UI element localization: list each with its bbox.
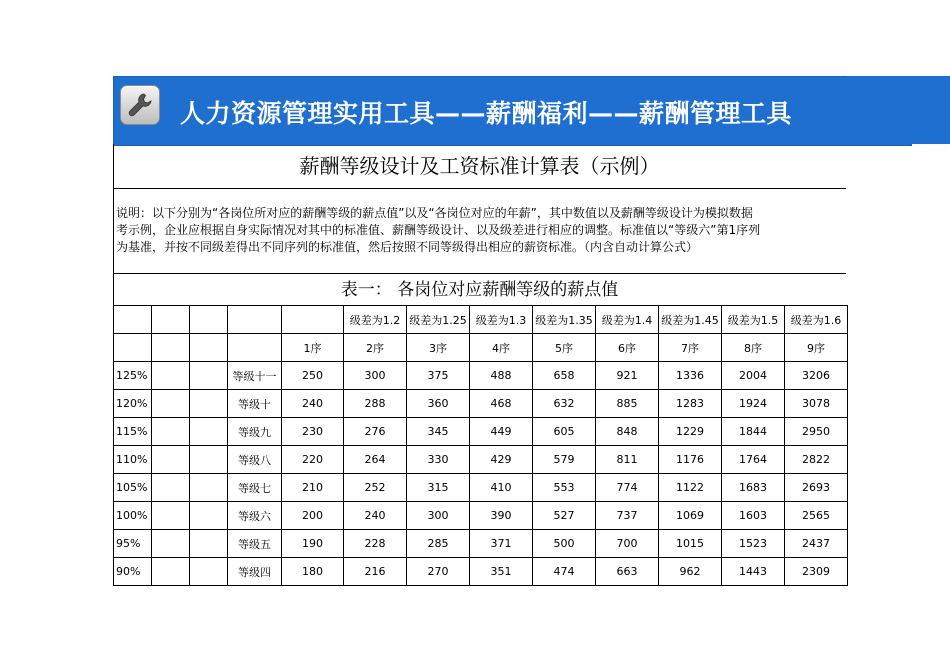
gap-header-cell[interactable]: 级差为1.4	[596, 306, 659, 334]
value-cell[interactable]: 2950	[785, 418, 848, 446]
sequence-header-cell[interactable]: 6序	[596, 334, 659, 362]
value-cell[interactable]: 658	[533, 362, 596, 390]
sequence-header-cell[interactable]: 1序	[282, 334, 344, 362]
gap-header-cell[interactable]: 级差为1.6	[785, 306, 848, 334]
blank-cell[interactable]	[190, 474, 228, 502]
blank-cell[interactable]	[152, 530, 190, 558]
blank-cell[interactable]	[190, 558, 228, 586]
gap-header-cell[interactable]: 级差为1.45	[659, 306, 722, 334]
percent-cell[interactable]: 105%	[114, 474, 152, 502]
level-cell[interactable]: 等级十	[228, 390, 282, 418]
value-cell[interactable]: 3206	[785, 362, 848, 390]
blank-cell[interactable]	[228, 306, 282, 334]
value-cell[interactable]: 553	[533, 474, 596, 502]
value-cell[interactable]: 250	[282, 362, 344, 390]
level-cell[interactable]: 等级六	[228, 502, 282, 530]
value-cell[interactable]: 527	[533, 502, 596, 530]
blank-cell[interactable]	[152, 334, 190, 362]
table-row	[114, 502, 848, 530]
header-banner	[113, 76, 912, 146]
value-cell[interactable]: 2565	[785, 502, 848, 530]
value-cell[interactable]: 351	[470, 558, 533, 586]
value-cell[interactable]: 774	[596, 474, 659, 502]
sequence-header-row	[114, 334, 848, 362]
blank-cell[interactable]	[190, 530, 228, 558]
value-cell[interactable]: 1844	[722, 418, 785, 446]
blank-cell[interactable]	[190, 502, 228, 530]
level-cell[interactable]: 等级七	[228, 474, 282, 502]
value-cell[interactable]: 285	[407, 530, 470, 558]
spreadsheet-page	[113, 76, 950, 586]
sequence-header-cell[interactable]: 2序	[344, 334, 407, 362]
table-row	[114, 446, 848, 474]
sequence-header-cell[interactable]: 7序	[659, 334, 722, 362]
value-cell[interactable]: 375	[407, 362, 470, 390]
value-cell[interactable]: 2822	[785, 446, 848, 474]
sequence-header-cell[interactable]: 8序	[722, 334, 785, 362]
value-cell[interactable]: 605	[533, 418, 596, 446]
value-cell[interactable]: 1443	[722, 558, 785, 586]
level-cell[interactable]: 等级五	[228, 530, 282, 558]
percent-cell[interactable]: 100%	[114, 502, 152, 530]
level-cell[interactable]: 等级八	[228, 446, 282, 474]
value-cell[interactable]: 288	[344, 390, 407, 418]
value-cell[interactable]: 500	[533, 530, 596, 558]
value-cell[interactable]: 1283	[659, 390, 722, 418]
blank-cell[interactable]	[152, 418, 190, 446]
value-cell[interactable]: 1015	[659, 530, 722, 558]
value-cell[interactable]: 390	[470, 502, 533, 530]
value-cell[interactable]: 449	[470, 418, 533, 446]
value-cell[interactable]: 200	[282, 502, 344, 530]
value-cell[interactable]: 2437	[785, 530, 848, 558]
value-cell[interactable]: 1229	[659, 418, 722, 446]
sequence-header-cell[interactable]: 4序	[470, 334, 533, 362]
value-cell[interactable]: 488	[470, 362, 533, 390]
value-cell[interactable]: 2004	[722, 362, 785, 390]
value-cell[interactable]: 264	[344, 446, 407, 474]
value-cell[interactable]: 240	[282, 390, 344, 418]
description-line: 考示例，企业应根据自身实际情况对其中的标准值、薪酬等级设计、以及级差进行相应的调整。标准值以“等级六”第1序列	[116, 223, 761, 237]
blank-cell[interactable]	[190, 334, 228, 362]
blank-cell[interactable]	[190, 390, 228, 418]
salary-points-table	[113, 305, 848, 586]
value-cell[interactable]: 885	[596, 390, 659, 418]
value-cell[interactable]: 1122	[659, 474, 722, 502]
level-cell[interactable]: 等级九	[228, 418, 282, 446]
value-cell[interactable]: 371	[470, 530, 533, 558]
value-cell[interactable]: 220	[282, 446, 344, 474]
value-cell[interactable]: 3078	[785, 390, 848, 418]
percent-cell[interactable]: 95%	[114, 530, 152, 558]
table-title: 表一： 各岗位对应薪酬等级的薪点值	[340, 280, 619, 300]
value-cell[interactable]: 360	[407, 390, 470, 418]
value-cell[interactable]: 230	[282, 418, 344, 446]
value-cell[interactable]: 2309	[785, 558, 848, 586]
blank-cell[interactable]	[190, 362, 228, 390]
table-row	[114, 530, 848, 558]
gap-header-cell[interactable]: 级差为1.3	[470, 306, 533, 334]
gap-header-cell[interactable]	[282, 306, 344, 334]
value-cell[interactable]: 270	[407, 558, 470, 586]
value-cell[interactable]: 1924	[722, 390, 785, 418]
value-cell[interactable]: 410	[470, 474, 533, 502]
value-cell[interactable]: 180	[282, 558, 344, 586]
blank-cell[interactable]	[152, 446, 190, 474]
gap-header-row	[114, 306, 848, 334]
percent-cell[interactable]: 90%	[114, 558, 152, 586]
gap-header-cell[interactable]: 级差为1.5	[722, 306, 785, 334]
value-cell[interactable]: 474	[533, 558, 596, 586]
value-cell[interactable]: 2693	[785, 474, 848, 502]
blank-cell[interactable]	[152, 474, 190, 502]
header-banner-extension	[846, 76, 950, 144]
gap-header-cell[interactable]: 级差为1.2	[344, 306, 407, 334]
value-cell[interactable]: 632	[533, 390, 596, 418]
level-cell[interactable]: 等级四	[228, 558, 282, 586]
value-cell[interactable]: 252	[344, 474, 407, 502]
value-cell[interactable]: 1176	[659, 446, 722, 474]
value-cell[interactable]: 1764	[722, 446, 785, 474]
blank-cell[interactable]	[228, 334, 282, 362]
wrench-icon	[120, 85, 160, 125]
gap-header-cell[interactable]: 级差为1.35	[533, 306, 596, 334]
table-row	[114, 362, 848, 390]
value-cell[interactable]: 345	[407, 418, 470, 446]
sequence-header-cell[interactable]: 9序	[785, 334, 848, 362]
blank-cell[interactable]	[152, 502, 190, 530]
table-row	[114, 418, 848, 446]
value-cell[interactable]: 811	[596, 446, 659, 474]
sequence-header-cell[interactable]: 3序	[407, 334, 470, 362]
value-cell[interactable]: 315	[407, 474, 470, 502]
table-row	[114, 558, 848, 586]
value-cell[interactable]: 579	[533, 446, 596, 474]
page-subtitle: 薪酬等级设计及工资标准计算表（示例）	[113, 144, 846, 189]
value-cell[interactable]: 1336	[659, 362, 722, 390]
description-block	[116, 205, 846, 256]
value-cell[interactable]: 1523	[722, 530, 785, 558]
blank-cell[interactable]	[190, 418, 228, 446]
level-cell[interactable]: 等级十一	[228, 362, 282, 390]
blank-cell[interactable]	[152, 306, 190, 334]
value-cell[interactable]: 848	[596, 418, 659, 446]
value-cell[interactable]: 737	[596, 502, 659, 530]
value-cell[interactable]: 1069	[659, 502, 722, 530]
value-cell[interactable]: 921	[596, 362, 659, 390]
percent-cell[interactable]: 110%	[114, 446, 152, 474]
blank-cell[interactable]	[190, 306, 228, 334]
value-cell[interactable]: 663	[596, 558, 659, 586]
value-cell[interactable]: 240	[344, 502, 407, 530]
percent-cell[interactable]: 115%	[114, 418, 152, 446]
value-cell[interactable]: 276	[344, 418, 407, 446]
blank-cell[interactable]	[152, 390, 190, 418]
value-cell[interactable]: 1603	[722, 502, 785, 530]
table-row	[114, 390, 848, 418]
value-cell[interactable]: 228	[344, 530, 407, 558]
value-cell[interactable]: 468	[470, 390, 533, 418]
value-cell[interactable]: 300	[344, 362, 407, 390]
percent-cell[interactable]: 125%	[114, 362, 152, 390]
value-cell[interactable]: 700	[596, 530, 659, 558]
table-row	[114, 474, 848, 502]
value-cell[interactable]: 1683	[722, 474, 785, 502]
divider	[113, 273, 846, 274]
percent-cell[interactable]: 120%	[114, 390, 152, 418]
blank-cell[interactable]	[152, 558, 190, 586]
value-cell[interactable]: 300	[407, 502, 470, 530]
value-cell[interactable]: 330	[407, 446, 470, 474]
gap-header-cell[interactable]: 级差为1.25	[407, 306, 470, 334]
sequence-header-cell[interactable]: 5序	[533, 334, 596, 362]
value-cell[interactable]: 210	[282, 474, 344, 502]
value-cell[interactable]: 216	[344, 558, 407, 586]
value-cell[interactable]: 190	[282, 530, 344, 558]
blank-cell[interactable]	[114, 334, 152, 362]
blank-cell[interactable]	[190, 446, 228, 474]
description-line: 说明：以下分别为“各岗位所对应的薪酬等级的薪点值”以及“各岗位对应的年薪”，其中数值以及薪酬等级设计为模拟数据	[116, 206, 753, 220]
blank-cell[interactable]	[152, 362, 190, 390]
value-cell[interactable]: 429	[470, 446, 533, 474]
banner-title: 人力资源管理实用工具——薪酬福利——薪酬管理工具	[180, 99, 793, 128]
blank-cell[interactable]	[114, 306, 152, 334]
description-line: 为基准，并按不同级差得出不同序列的标准值，然后按照不同等级得出相应的薪资标准。（内含自动计算公式）	[116, 240, 699, 254]
value-cell[interactable]: 962	[659, 558, 722, 586]
